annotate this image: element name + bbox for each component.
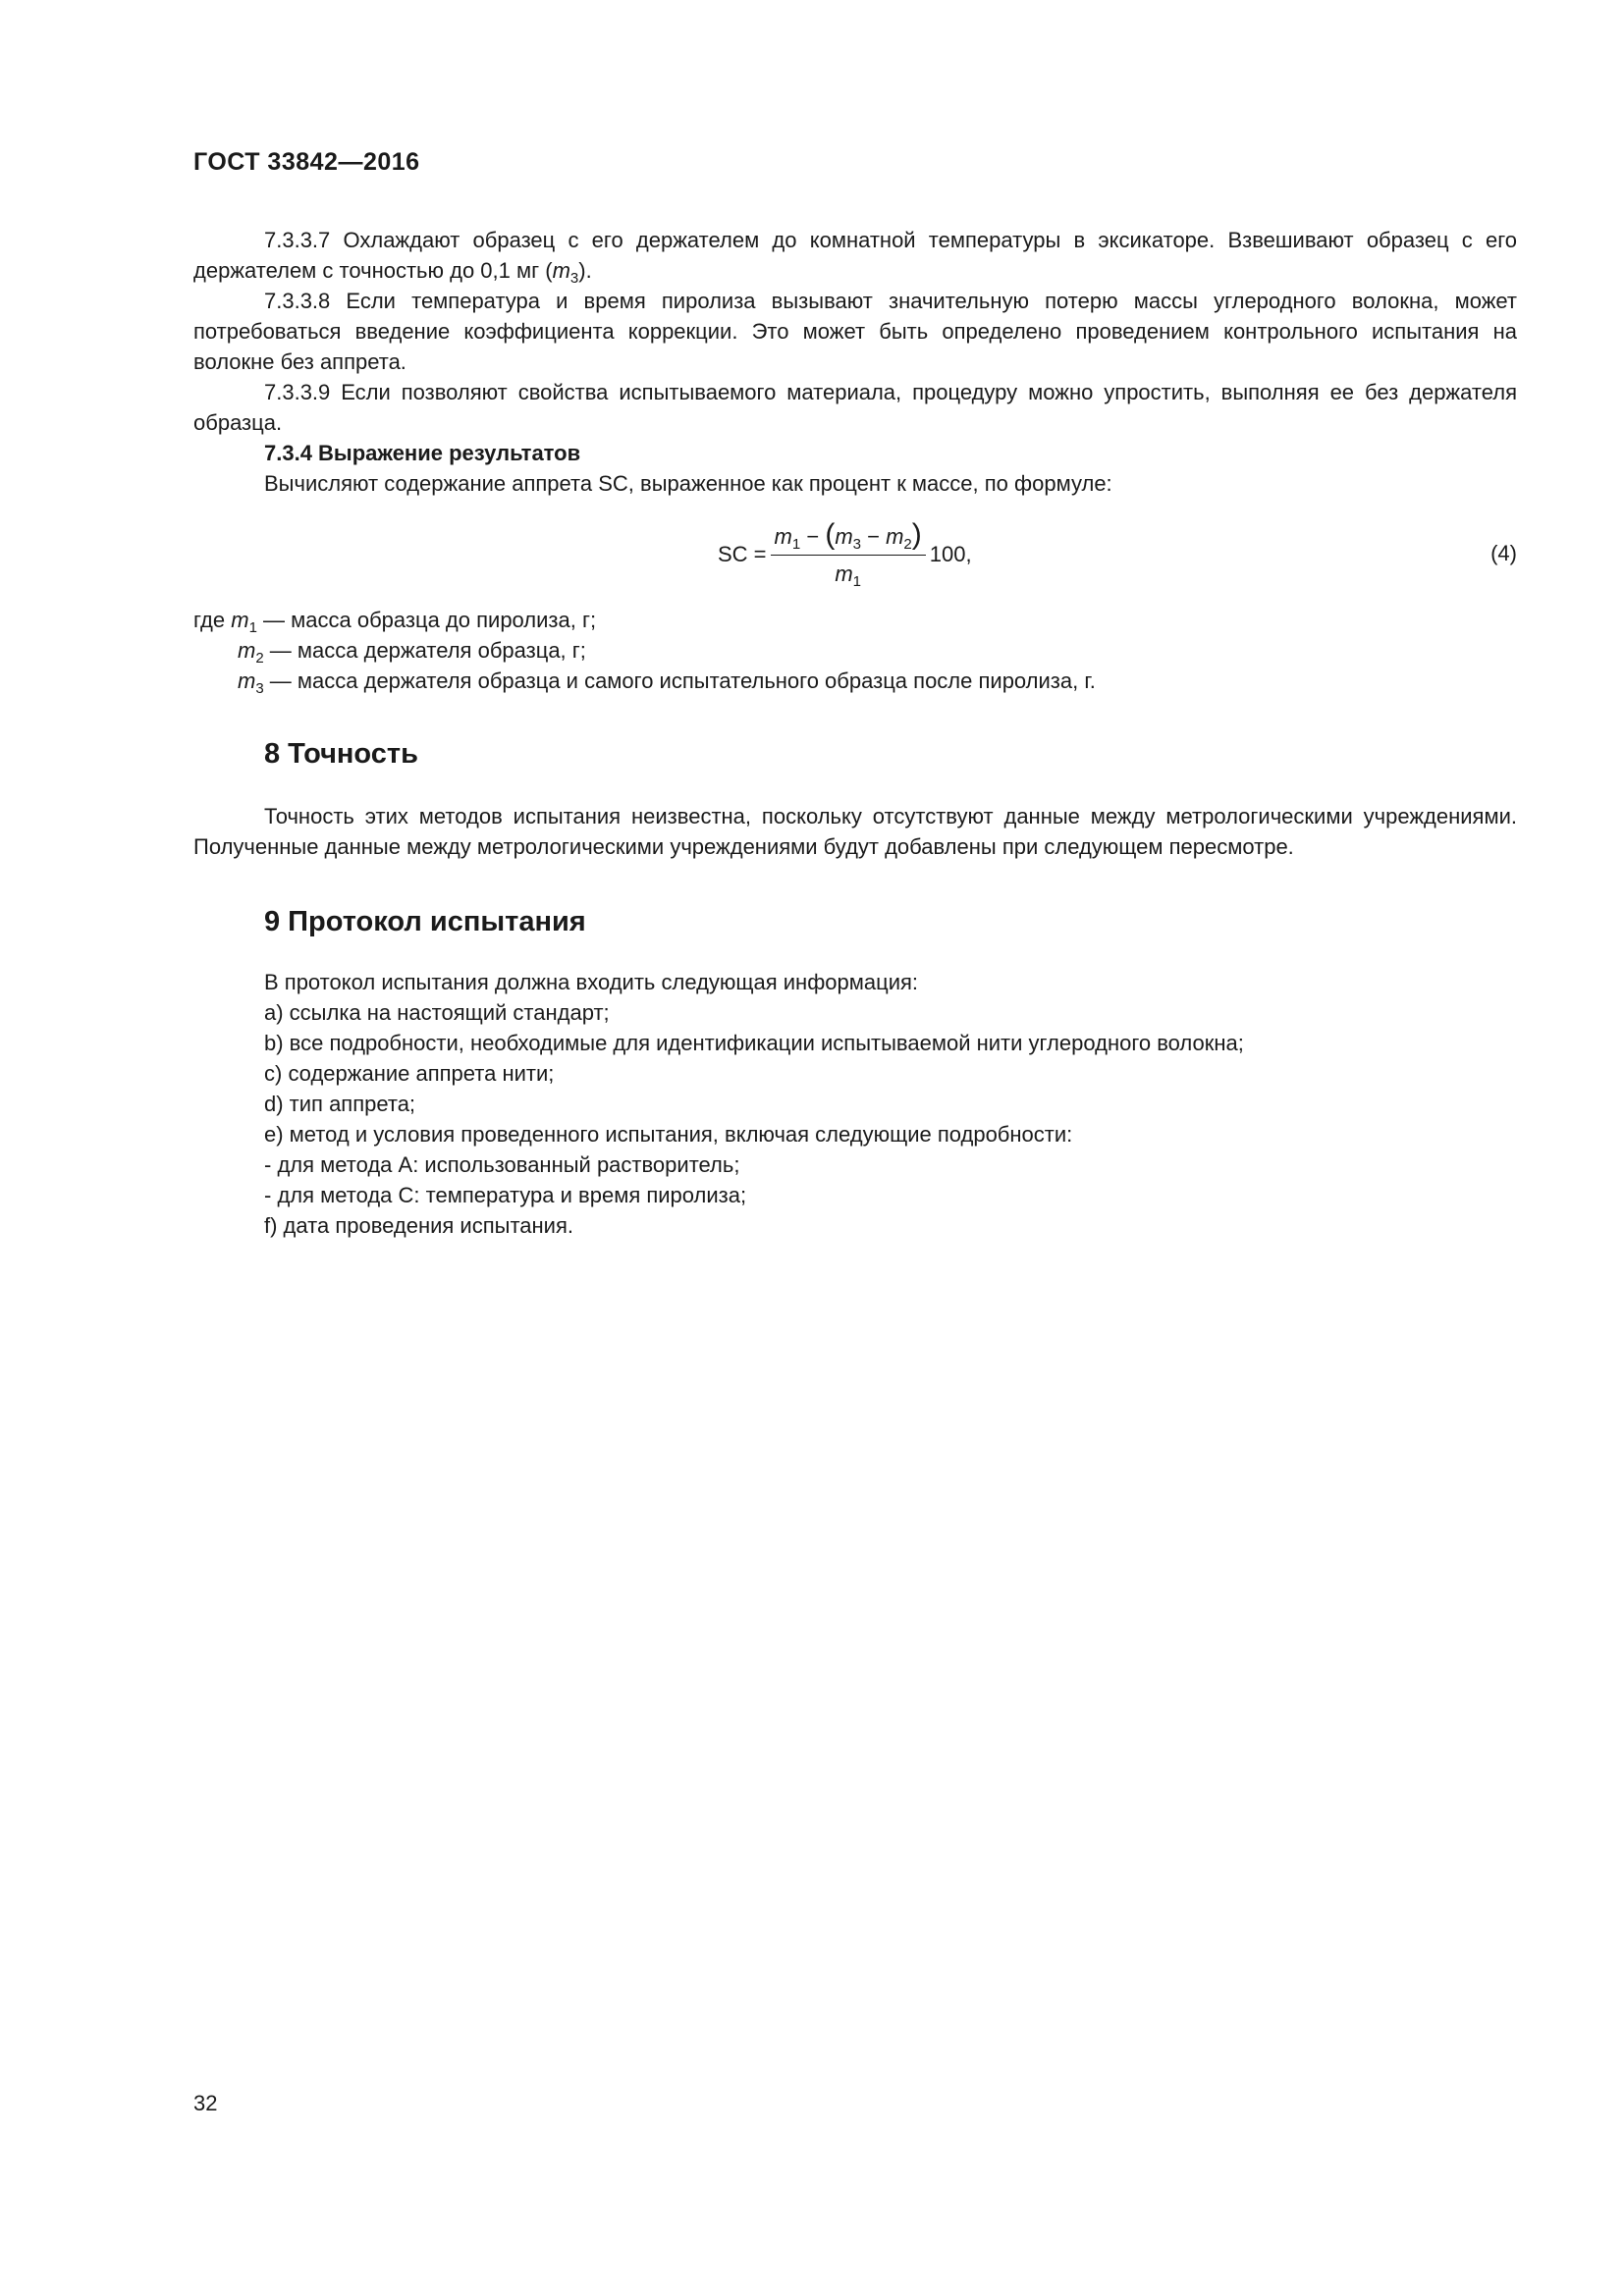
list-item: - для метода С: температура и время пиролиза; [264, 1183, 747, 1207]
list-item: В протокол испытания должна входить следующая информация: [264, 970, 919, 994]
list-item: c) содержание аппрета нити; [264, 1061, 555, 1086]
subsection-heading-7-3-4: 7.3.4 Выражение результатов [264, 441, 581, 465]
formula-tail: 100, [929, 541, 972, 566]
section-heading-8: 8 Точность [264, 738, 418, 770]
document-body [193, 225, 1517, 1241]
formula-denominator: $m_1$ [835, 561, 861, 590]
legend-m1: где $m_1$ — масса образца до пиролиза, г; [193, 608, 597, 636]
section-heading-9: 9 Протокол испытания [264, 906, 586, 937]
formula-numerator: $m_1 - (m_3 - m_2)$ [771, 519, 926, 556]
paragraph-7-3-4: Вычисляют содержание аппрета SC, выраженное как процент к массе, по формуле: [264, 471, 1112, 496]
document-header: ГОСТ 33842—2016 [193, 148, 420, 176]
list-item: f) дата проведения испытания. [264, 1213, 573, 1238]
formula-fraction [771, 519, 926, 589]
list-item: e) метод и условия проведенного испытания, включая следующие подробности: [264, 1122, 1073, 1147]
paragraph-7-3-3-7: 7.3.3.7 Охлаждают образец с его держателем до комнатной температуры в эксикаторе. Взвешивают образец с его держателем с точностью до 0,1 мг $(m_3)$. [193, 228, 1517, 287]
paragraph-7-3-3-8: 7.3.3.8 Если температура и время пиролиза вызывают значительную потерю массы углеродного волокна, может потребоваться введение коэффициента коррекции. Это может быть определено проведением контрольного испытания на волокне без аппрета. [193, 289, 1517, 374]
legend-m2: $m_2$ — масса держателя образца, г; [238, 638, 586, 667]
list-item: d) тип аппрета; [264, 1092, 416, 1116]
paragraph-section-8: Точность этих методов испытания неизвестна, поскольку отсутствуют данные между метрологическими учреждениями. Полученные данные между метрологическими учреждениями будут добавлены при следующем пересмотре. [193, 804, 1517, 859]
paragraph-7-3-3-9: 7.3.3.9 Если позволяют свойства испытываемого материала, процедуру можно упростить, выполняя ее без держателя образца. [193, 380, 1517, 435]
list-item: a) ссылка на настоящий стандарт; [264, 1000, 610, 1025]
list-item: - для метода А: использованный растворитель; [264, 1152, 740, 1177]
page-number: 32 [193, 2091, 218, 2115]
formula-legend [193, 605, 1517, 696]
protocol-list [193, 967, 1517, 1241]
legend-m3: $m_3$ — масса держателя образца и самого испытательного образца после пиролиза, г. [238, 668, 1096, 697]
list-item: b) все подробности, необходимые для идентификации испытываемой нити углеродного волокна; [264, 1031, 1244, 1055]
formula-lhs: SC = [718, 541, 767, 566]
formula-number: (4) [1490, 541, 1517, 565]
formula-sc [718, 507, 972, 601]
formula-block [193, 507, 1517, 601]
